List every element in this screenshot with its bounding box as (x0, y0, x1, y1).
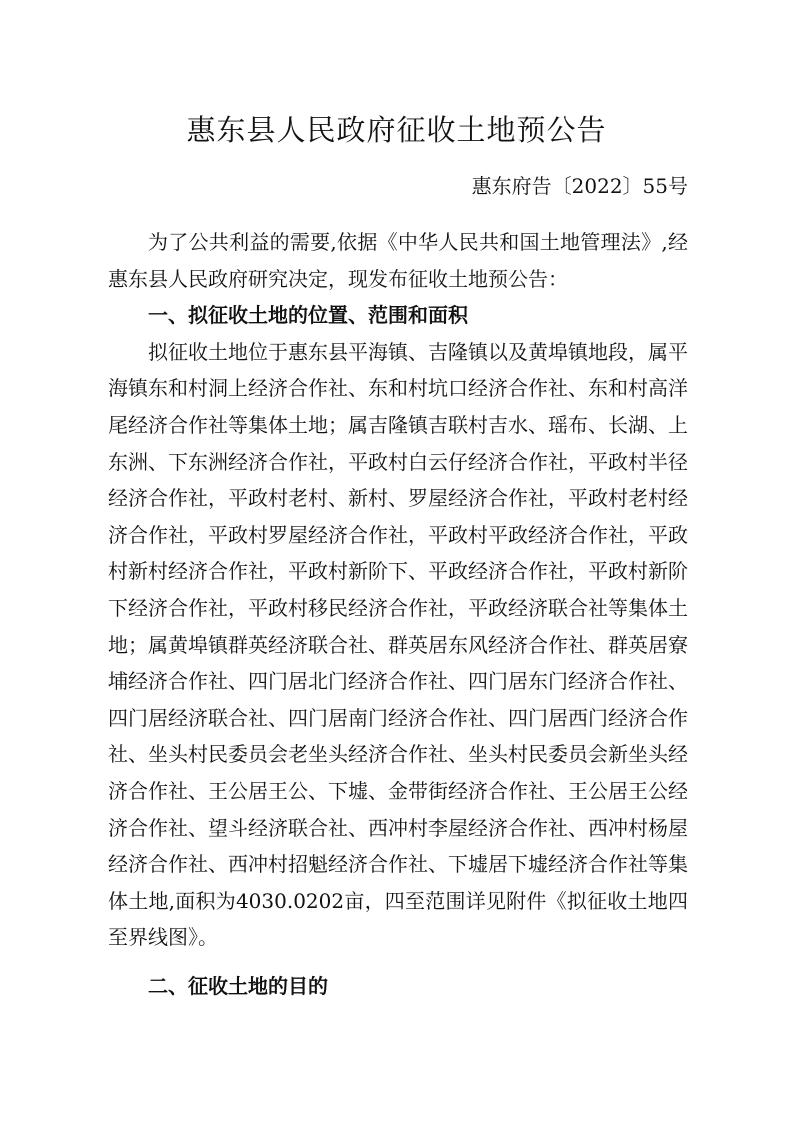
document-title: 惠东县人民政府征收土地预公告 (186, 113, 607, 147)
section-1-paragraph: 拟征收土地位于惠东县平海镇、吉隆镇以及黄埠镇地段，属平海镇东和村洞上经济合作社、东和村坑口经济合作社、东和村高洋尾经济合作社等集体土地；属吉隆镇吉联村吉水、瑶布、长湖、上东洲、下东洲经济合作社，平政村白云仔经济合作社，平政村半径经济合作社，平政村老村、新村、罗屋经济合作社，平政村老村经济合作社，平政村罗屋经济合作社，平政村平政经济合作社，平政村新村经济合作社，平政村新阶下、平政经济合作社，平政村新阶下经济合作社，平政村移民经济合作社，平政经济联合社等集体土地；属黄埠镇群英经济联合社、群英居东风经济合作社、群英居寮埔经济合作社、四门居北门经济合作社、四门居东门经济合作社、四门居经济联合社、四门居南门经济合作社、四门居西门经济合作社、坐头村民委员会老坐头经济合作社、坐头村民委员会新坐头经济合作社、王公居王公、下墟、金带街经济合作社、王公居王公经济合作社、望斗经济联合社、西冲村李屋经济合作社、西冲村杨屋经济合作社、西冲村招魁经济合作社、下墟居下墟经济合作社等集体土地,面积为4030.0202亩，四至范围详见附件《拟征收土地四至界线图》。 (108, 339, 688, 950)
section-1-heading: 一、拟征收土地的位置、范围和面积 (148, 303, 468, 328)
document-number: 惠东府告〔2022〕55号 (471, 174, 688, 198)
section-2-heading: 二、征收土地的目的 (148, 973, 328, 998)
intro-paragraph: 为了公共利益的需要,依据《中华人民共和国土地管理法》,经惠东县人民政府研究决定，现发布征收土地预公告： (108, 230, 688, 291)
document-body (108, 224, 688, 1004)
